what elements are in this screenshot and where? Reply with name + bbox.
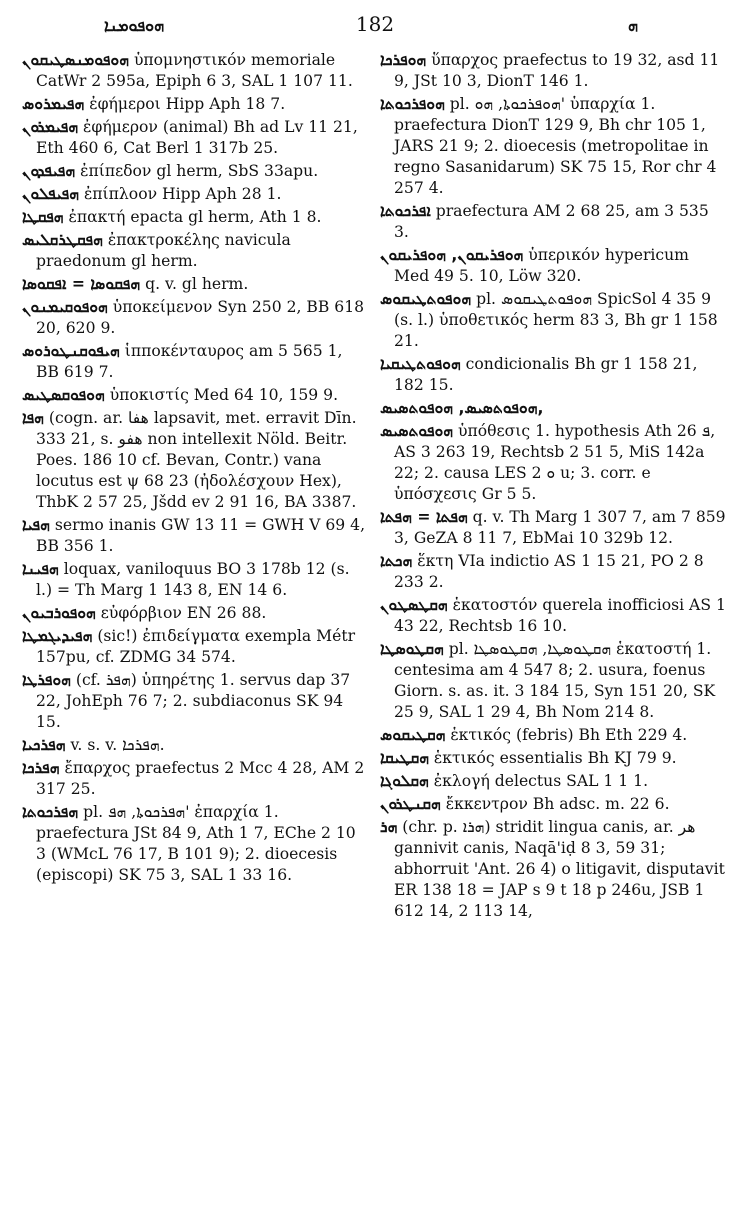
entry-headword: ܗܩܛܝܩܘܣ <box>380 726 446 744</box>
entry-definition: condicionalis Bh gr 1 158 21, 182 15. <box>394 355 698 394</box>
entry-headword: ܗܦܝܦܠܘܢ <box>22 185 79 203</box>
dictionary-entry <box>22 117 370 159</box>
entry-headword: ܗܘܦܘܩܣܛܝܣ <box>22 386 105 404</box>
entry-definition: εὐφόρβιον EN 26 88. <box>95 604 267 622</box>
entry-definition: pl. ܗܘܦܪܟܘܬܐ, ܗܘ' ὑπαρχία 1. praefectura DionT 129 9, Bh chr 105 1, JARS 21 9; 2. dioecesis (metropolitae in regno Sasanidarum) SK 75 15, Ror chr 4 257 4. <box>394 95 717 197</box>
dictionary-entry <box>22 230 370 272</box>
entry-definition: ὑποκείμενον Syn 250 2, BB 618 20, 620 9. <box>36 298 365 337</box>
entry-headword: ܗܦܐ <box>22 409 44 427</box>
entry-definition: ὑποκιστίς Med 64 10, 159 9. <box>104 386 339 404</box>
entry-headword: ܗܝܦܘܩܢܛܘܪܘܣ <box>22 342 120 360</box>
entry-headword: ܗܦܩܘܣܐ = ܐܦܩܘܣܐ <box>22 275 141 293</box>
dictionary-entry <box>380 595 728 637</box>
page-header <box>22 10 728 50</box>
dictionary-entry <box>380 245 728 287</box>
entry-definition: ἑκτικός (febris) Bh Eth 229 4. <box>445 726 688 744</box>
entry-headword: ܗܘܦܘܡܢܣܛܝܩܘܢ <box>22 51 129 69</box>
entry-definition: ἐφήμερον (animal) Bh ad Lv 11 21, Eth 460 6, Cat Berl 1 317b 25. <box>36 118 358 157</box>
entry-headword: ܗܘܦܘܬܛܝܩܘܣ <box>380 290 472 308</box>
entry-headword: ܗܘܦܘܬܣܝܣ, ܗܘܦܘܬܣܝܣ, <box>380 399 544 417</box>
entry-definition: ἐπακτροκέλης navicula praedonum gl herm. <box>36 231 291 270</box>
entry-definition: q. v. Th Marg 1 307 7, am 7 859 3, GeZA 8 11 7, EbMai 10 329b 12. <box>394 508 726 547</box>
entry-definition: ὕπαρχος praefectus to 19 32, asd 11 9, JSt 10 3, DionT 146 1. <box>394 51 720 90</box>
entry-definition: praefectura AM 2 68 25, am 3 535 3. <box>394 202 709 241</box>
entry-definition: ὑπερικόν hypericum Med 49 5. 10, Löw 320. <box>394 246 689 285</box>
entry-headword: ܐܦܪܟܘܬܐ <box>380 202 431 220</box>
entry-definition: pl. ܗܘܦܘܬܛܝܩܘܣ SpicSol 4 35 9 (s. l.) ὑποθετικός herm 83 3, Bh gr 1 158 21. <box>394 290 718 350</box>
entry-headword: ܗܘܦܪܛܐ <box>22 671 71 689</box>
dictionary-entry <box>22 341 370 383</box>
entry-definition: ὑπομνηστικόν memoriale CatWr 2 595a, Epiph 6 3, SAL 1 107 11. <box>36 51 353 90</box>
entry-headword: ܗܩܛܣܛܘܢ <box>380 596 448 614</box>
dictionary-entry <box>22 207 370 228</box>
entry-headword: ܗܘܦܪܟܐ <box>380 51 427 69</box>
entry-definition: ἐκλογή delectus SAL 1 1 1. <box>428 772 649 790</box>
dictionary-entry <box>380 771 728 792</box>
dictionary-entry <box>22 50 370 92</box>
right-column <box>380 50 728 924</box>
entry-headword: ܗܦܝܢܐ <box>22 560 59 578</box>
entry-headword: ܗܦܝܦܕܘܢ <box>22 162 76 180</box>
dictionary-entry <box>22 297 370 339</box>
dictionary-entry <box>22 758 370 800</box>
dictionary-entry <box>380 507 728 549</box>
dictionary-entry <box>22 515 370 557</box>
entry-headword: ܗܘܦܘܪܒܝܘܢ <box>22 604 96 622</box>
entry-headword: ܗܦܝܕܝܓܡܛܐ <box>22 627 93 645</box>
entry-headword: ܗܩܠܘܓܐ <box>380 772 429 790</box>
entry-definition: loquax, vaniloquus BO 3 178b 12 (s. l.) = Th Marg 1 143 8, EN 14 6. <box>36 560 350 599</box>
page-number: 182 <box>355 12 395 36</box>
dictionary-entry <box>380 94 728 199</box>
entry-headword: ܗܩܢܛܪܘܢ <box>380 795 441 813</box>
entry-headword: ܗܦܪܟܐ <box>22 759 60 777</box>
entry-headword: ܗܘܦܘܩܝܡܢܘܢ <box>22 298 108 316</box>
entry-headword: ܗܦܬܐ = ܗܦܬܐ <box>380 508 468 526</box>
entry-headword: ܗܦܩܛܐ <box>22 208 64 226</box>
entry-definition: ὑπόθεσις 1. hypothesis Ath ܦ 26, AS 3 263 19, Rechtsb 2 51 5, MiS 142a 22; 2. causa LES 2 ܘ u; 3. corr. e ὑπόσχεσις Gr 5 5. <box>394 422 716 503</box>
dictionary-entry <box>22 408 370 513</box>
entry-headword: ܗܘܦܪܝܩܘܢ, ܗܘܦܪܝܩܘܢ <box>380 246 524 264</box>
dictionary-entry <box>22 385 370 406</box>
entry-definition: ἐπακτή epacta gl herm, Ath 1 8. <box>63 208 322 226</box>
dictionary-entry <box>380 289 728 352</box>
entry-definition: (cf. ܗܦܪ) ὑπηρέτης 1. servus dap 37 22, JohEph 76 7; 2. subdiaconus SK 94 15. <box>36 671 351 731</box>
dictionary-entry <box>380 725 728 746</box>
dictionary-entry <box>380 201 728 243</box>
entry-headword: ܗܘܦܪܟܘܬܐ <box>380 95 445 113</box>
entry-definition: sermo inanis GW 13 11 = GWH V 69 4, BB 356 1. <box>36 516 366 555</box>
entry-definition: (sic!) ἐπιδείγματα exempla Métr 157pu, cf. ZDMG 34 574. <box>36 627 356 666</box>
dictionary-entry <box>380 398 728 419</box>
entry-definition: ἔκκεντρον Bh adsc. m. 22 6. <box>440 795 670 813</box>
entry-definition: ἱπποκένταυρος am 5 565 1, BB 619 7. <box>36 342 343 381</box>
entry-definition: ἑκατοστόν querela inofficiosi AS 1 43 22, Rechtsb 16 10. <box>394 596 726 635</box>
entry-headword: ܗܘܦܘܬܣܝܣ <box>380 422 454 440</box>
dictionary-entry <box>380 817 728 922</box>
dictionary-entry <box>22 94 370 115</box>
dictionary-entry <box>22 161 370 182</box>
entry-headword: ܗܘܦܘܬܛܝܩܝܐ <box>380 355 461 373</box>
dictionary-entry <box>380 794 728 815</box>
dictionary-entry <box>22 735 370 756</box>
dictionary-entry <box>380 50 728 92</box>
entry-headword: ܗܩܛܝܩܐ <box>380 749 429 767</box>
entry-headword: ܗܦܪܟܝܐ <box>22 736 66 754</box>
left-column <box>22 50 370 924</box>
entry-definition: v. s. v. ܗܦܪܟܐ. <box>65 736 165 754</box>
dictionary-entry <box>22 274 370 295</box>
dictionary-entry <box>22 184 370 205</box>
dictionary-entry <box>22 802 370 886</box>
dictionary-entry <box>380 551 728 593</box>
dictionary-entry <box>22 603 370 624</box>
entry-headword: ܗܦܩܛܪܩܠܝܣ <box>22 231 103 249</box>
entry-headword: ܗܦܝܐ <box>22 516 50 534</box>
entry-headword: ܗܦܪܟܘܬܐ <box>22 803 79 821</box>
dictionary-entry <box>22 626 370 668</box>
entry-definition: (chr. p. ܗܪܐ) stridit lingua canis, ar. هر gannivit canis, Naqā'iḍ 8 3, 59 31; abhorruit 'Ant. 26 4) o litigavit, disputavit ER 138 18 = JAP s 9 t 18 p 246u, JSB 1 612 14, 2 113 14, <box>394 818 725 920</box>
dictionary-entry <box>380 639 728 723</box>
dictionary-entry <box>22 559 370 601</box>
entry-headword: ܗܦܝܡܪܘܣ <box>22 95 85 113</box>
running-head-letter: ܗ <box>627 16 638 35</box>
entry-definition: q. v. gl herm. <box>140 275 249 293</box>
dictionary-entry <box>380 354 728 396</box>
dictionary-entry <box>380 421 728 505</box>
dictionary-entry <box>380 748 728 769</box>
running-head-word: ܗܘܦܘܡܢܐ <box>104 16 165 35</box>
entry-definition: ἕκτη VIa indictio AS 1 15 21, PO 2 8 233 2. <box>394 552 704 591</box>
entry-definition: pl. ܗܦܪܟܘܬܐ, ܗܦ' ἐπαρχία 1. praefectura JSt 84 9, Ath 1 7, EChe 2 10 3 (WMcL 76 17, B 101 9); 2. dioecesis (episcopi) SK 75 3, SAL 1 33 16. <box>36 803 356 884</box>
entry-definition: ἐφήμεροι Hipp Aph 18 7. <box>84 95 286 113</box>
entry-definition: pl. ܗܩܛܘܣܛܐ, ܗܩܛܘܣܛܐ ἑκατοστή 1. centesima am 4 547 8; 2. usura, foenus Giorn. s. as. it. 3 184 15, Syn 151 20, SK 25 9, SAL 1 29 4, Bh Nom 214 8. <box>394 640 716 721</box>
entry-definition: ἑκτικός essentialis Bh KJ 79 9. <box>428 749 677 767</box>
columns <box>22 50 728 924</box>
entry-headword: ܗܟܬܐ <box>380 552 413 570</box>
entry-definition: ἐπίπεδον gl herm, SbS 33apu. <box>75 162 319 180</box>
entry-headword: ܗܩܛܘܣܛܐ <box>380 640 444 658</box>
entry-headword: ܗܪ <box>380 818 398 836</box>
entry-definition: ἐπίπλοον Hipp Aph 28 1. <box>78 185 282 203</box>
entry-definition: (cogn. ar. هفا lapsavit, met. erravit Dīn. 333 21, s. هفو non intellexit Nöld. Beitr. Poes. 186 10 cf. Bevan, Contr.) vana locutus est ψ 68 23 (ἠδολέσχουν Hex), ThbK 2 57 25, Jšdd ev 2 91 16, BA 3387. <box>36 409 357 511</box>
entry-headword: ܗܦܝܡܪܘܢ <box>22 118 79 136</box>
dictionary-entry <box>22 670 370 733</box>
entry-definition: ἔπαρχος praefectus 2 Mcc 4 28, AM 2 317 25. <box>36 759 365 798</box>
